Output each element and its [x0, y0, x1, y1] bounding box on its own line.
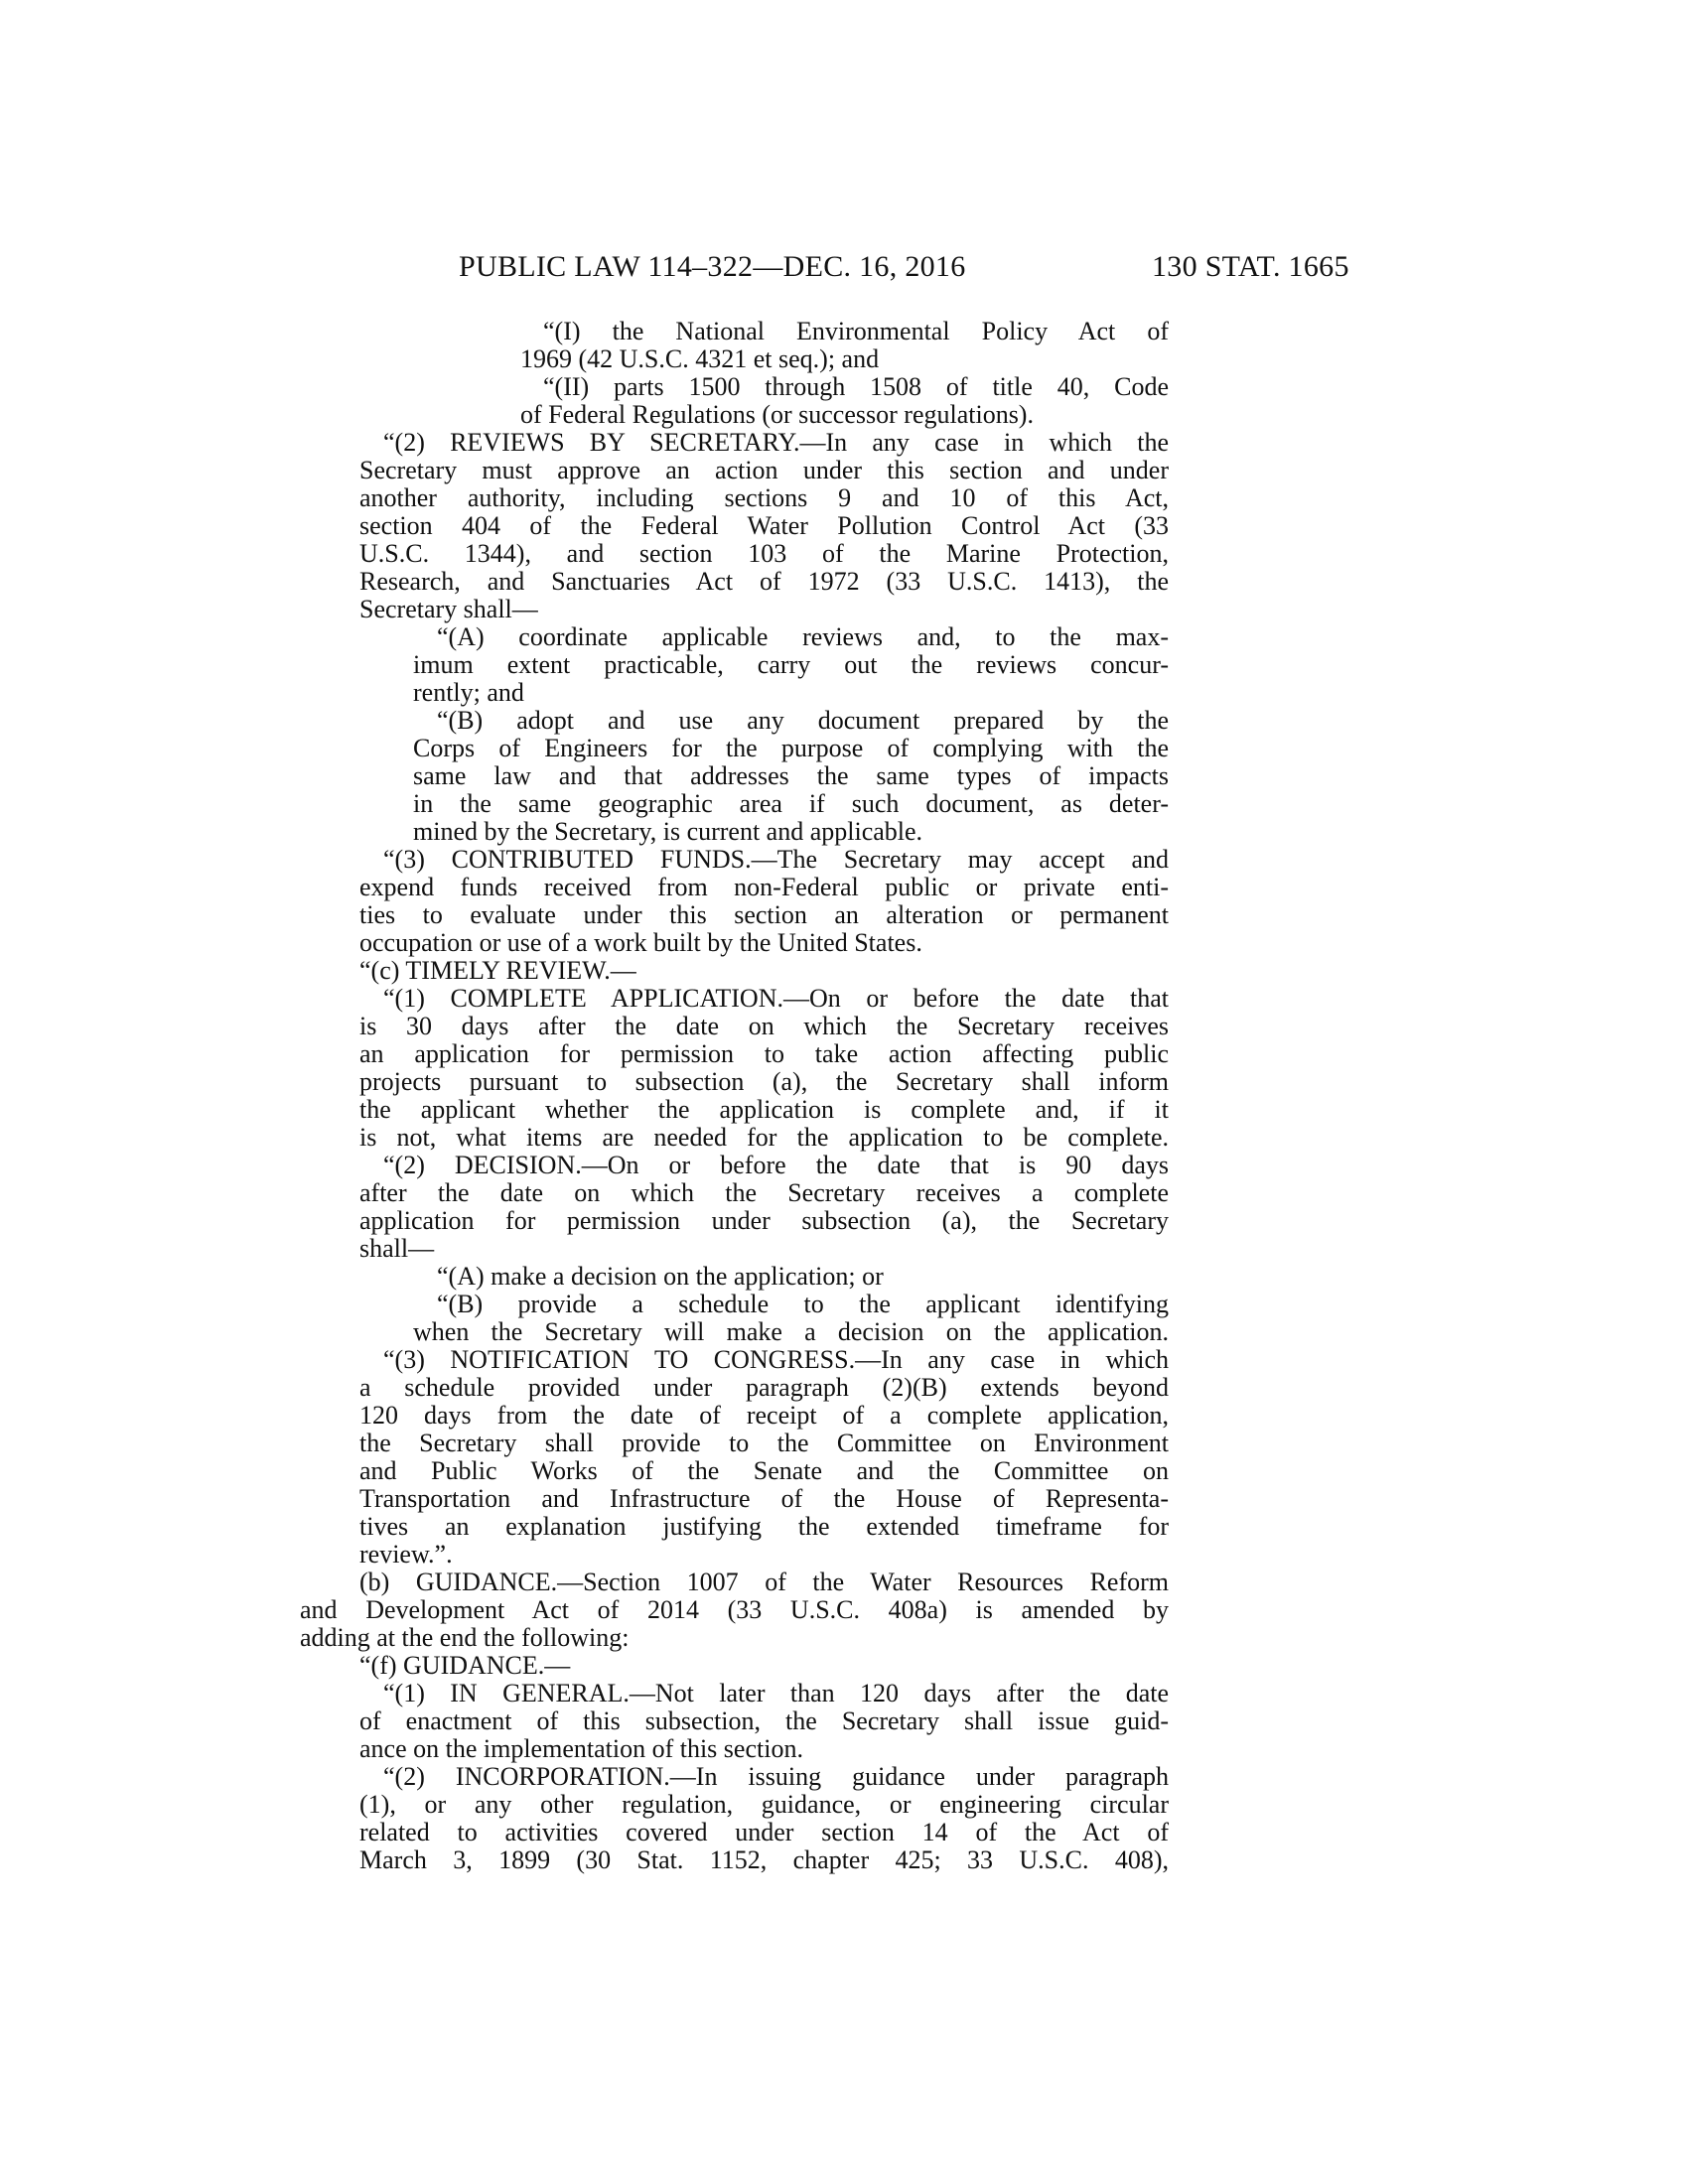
text-line: “(3) CONTRIBUTED FUNDS.—The Secretary may accept and	[383, 845, 1169, 874]
text-line: is not, what items are needed for the application to be complete.	[359, 1123, 1169, 1152]
text-line: “(II) parts 1500 through 1508 of title 40, Code	[543, 372, 1169, 401]
text-line: is 30 days after the date on which the Secretary receives	[359, 1012, 1169, 1040]
text-line: expend funds received from non-Federal public or private enti-	[359, 873, 1169, 901]
text-line: review.”.	[359, 1540, 453, 1569]
text-line: the applicant whether the application is complete and, if it	[359, 1095, 1169, 1124]
text-line: Corps of Engineers for the purpose of complying with the	[413, 734, 1169, 762]
text-line: “(B) adopt and use any document prepared by the	[437, 706, 1169, 735]
text-line: section 404 of the Federal Water Pollution Control Act (33	[359, 511, 1169, 540]
text-line: related to activities covered under section 14 of the Act of	[359, 1818, 1169, 1846]
page-header	[0, 250, 1688, 290]
text-line: occupation or use of a work built by the United States.	[359, 928, 922, 957]
text-line: tives an explanation justifying the extended timeframe for	[359, 1512, 1169, 1541]
text-line: and Public Works of the Senate and the Committee on	[359, 1456, 1169, 1485]
text-line: rently; and	[413, 678, 524, 707]
text-line: of enactment of this subsection, the Secretary shall issue guid-	[359, 1706, 1169, 1735]
text-line: shall—	[359, 1234, 435, 1263]
text-line: “(1) COMPLETE APPLICATION.—On or before the date that	[383, 984, 1169, 1013]
text-line: “(c) TIMELY REVIEW.—	[359, 956, 636, 985]
text-line: “(3) NOTIFICATION TO CONGRESS.—In any case in which	[383, 1345, 1169, 1374]
text-line: another authority, including sections 9 and 10 of this Act,	[359, 483, 1169, 512]
text-line: “(2) DECISION.—On or before the date that is 90 days	[383, 1151, 1169, 1179]
text-line: “(B) provide a schedule to the applicant identifying	[437, 1290, 1169, 1318]
page-number: 130 STAT. 1665	[1152, 250, 1349, 283]
text-line: “(2) REVIEWS BY SECRETARY.—In any case in which the	[383, 428, 1169, 457]
text-line: after the date on which the Secretary receives a complete	[359, 1178, 1169, 1207]
text-line: of Federal Regulations (or successor regulations).	[520, 400, 1034, 429]
text-line: Secretary shall—	[359, 595, 538, 623]
text-line: and Development Act of 2014 (33 U.S.C. 408a) is amended by	[300, 1595, 1169, 1624]
text-line: 1969 (42 U.S.C. 4321 et seq.); and	[520, 344, 880, 373]
text-line: (b) GUIDANCE.—Section 1007 of the Water Resources Reform	[359, 1568, 1169, 1596]
running-head-title: PUBLIC LAW 114–322—DEC. 16, 2016	[459, 250, 966, 283]
text-line: March 3, 1899 (30 Stat. 1152, chapter 425; 33 U.S.C. 408),	[359, 1845, 1169, 1874]
text-line: “(1) IN GENERAL.—Not later than 120 days after the date	[383, 1679, 1169, 1707]
text-line: the Secretary shall provide to the Committee on Environment	[359, 1429, 1169, 1457]
text-line: a schedule provided under paragraph (2)(B) extends beyond	[359, 1373, 1169, 1402]
text-line: “(I) the National Environmental Policy Act of	[543, 317, 1169, 345]
text-line: “(2) INCORPORATION.—In issuing guidance under paragraph	[383, 1762, 1169, 1791]
text-line: projects pursuant to subsection (a), the Secretary shall inform	[359, 1067, 1169, 1096]
text-line: Transportation and Infrastructure of the House of Representa-	[359, 1484, 1169, 1513]
text-line: Secretary must approve an action under this section and under	[359, 456, 1169, 484]
text-line: when the Secretary will make a decision on the application.	[413, 1317, 1169, 1346]
text-line: mined by the Secretary, is current and applicable.	[413, 817, 923, 846]
text-line: same law and that addresses the same types of impacts	[413, 761, 1169, 790]
text-line: (1), or any other regulation, guidance, or engineering circular	[359, 1790, 1169, 1819]
text-line: “(A) coordinate applicable reviews and, to the max-	[437, 622, 1169, 651]
text-line: imum extent practicable, carry out the reviews concur-	[413, 650, 1169, 679]
text-line: in the same geographic area if such document, as deter-	[413, 789, 1169, 818]
text-line: ties to evaluate under this section an alteration or permanent	[359, 900, 1169, 929]
text-line: application for permission under subsection (a), the Secretary	[359, 1206, 1169, 1235]
text-line: an application for permission to take action affecting public	[359, 1039, 1169, 1068]
text-line: “(A) make a decision on the application; or	[437, 1262, 884, 1291]
text-line: adding at the end the following:	[300, 1623, 630, 1652]
text-line: Research, and Sanctuaries Act of 1972 (33 U.S.C. 1413), the	[359, 567, 1169, 596]
text-line: “(f) GUIDANCE.—	[359, 1651, 571, 1680]
text-line: ance on the implementation of this section.	[359, 1734, 803, 1763]
text-line: 120 days from the date of receipt of a complete application,	[359, 1401, 1169, 1430]
text-line: U.S.C. 1344), and section 103 of the Marine Protection,	[359, 539, 1169, 568]
